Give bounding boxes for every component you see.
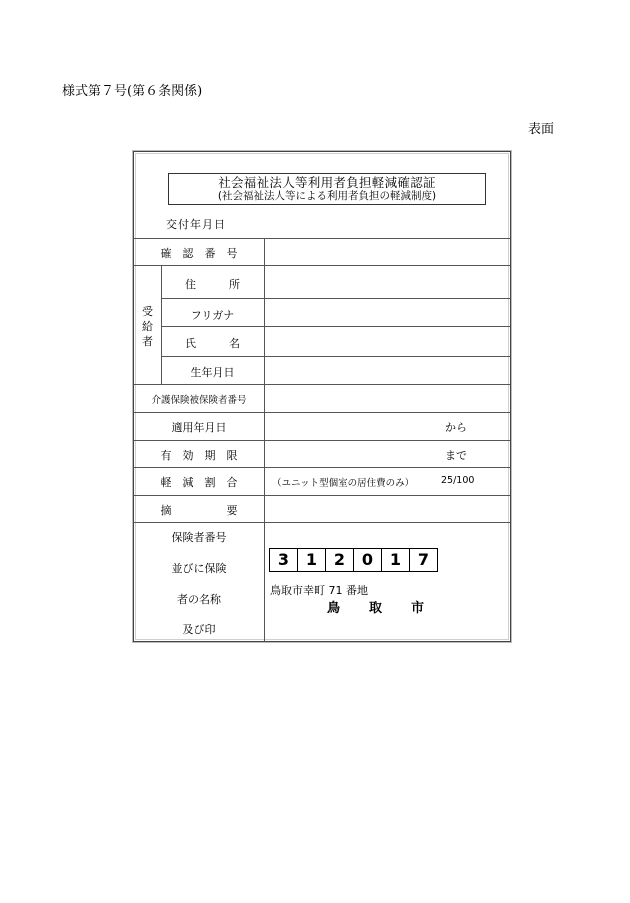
insurer-name: 鳥 取 市	[327, 601, 433, 616]
summary-label: 摘 要	[160, 504, 238, 517]
side-label: 表面	[528, 122, 555, 137]
issue-date-label: 交付年月日	[166, 218, 226, 231]
address-label: 住 所	[185, 278, 240, 291]
insurer-digit: 2	[326, 549, 354, 571]
insurer-label-1: 保険者番号	[171, 531, 227, 544]
confirmation-card	[133, 151, 511, 642]
applicable-from-text: から	[445, 421, 467, 434]
insurer-digit: 3	[270, 549, 298, 571]
recipient-label: 受給者	[142, 305, 153, 348]
insured-number-label: 介護保険被保険者番号	[151, 395, 247, 406]
insurer-digit: 1	[298, 549, 326, 571]
title-box	[168, 173, 486, 205]
valid-period-label: 有 効 期 限	[160, 449, 238, 462]
valid-until-text: まで	[445, 449, 467, 462]
form-number: 様式第７号(第６条関係)	[62, 84, 203, 99]
insurer-number-box	[269, 548, 438, 572]
reduction-value: 25/100	[441, 475, 475, 486]
card-title: 社会福祉法人等利用者負担軽減確認証	[218, 175, 436, 190]
furigana-label: フリガナ	[190, 309, 235, 322]
insurer-label-4: 及び印	[182, 623, 216, 636]
insurer-address: 鳥取市幸町 71 番地	[270, 584, 368, 597]
birth-date-label: 生年月日	[190, 366, 235, 379]
reduction-rate-label: 軽 減 割 合	[160, 476, 238, 489]
reduction-note: （ユニット型個室の居住費のみ）	[272, 478, 415, 489]
insurer-label-2: 並びに保険	[171, 562, 227, 575]
insurer-digit: 7	[417, 550, 430, 569]
name-label: 氏 名	[185, 337, 240, 350]
insurer-digit: 1	[382, 549, 410, 571]
insurer-digit: 0	[354, 549, 382, 571]
confirmation-number-label: 確 認 番 号	[160, 247, 238, 260]
applicable-date-label: 適用年月日	[171, 421, 227, 434]
card-subtitle: (社会福祉法人等による利用者負担の軽減制度)	[217, 190, 437, 202]
insurer-label-3: 者の名称	[177, 593, 221, 606]
